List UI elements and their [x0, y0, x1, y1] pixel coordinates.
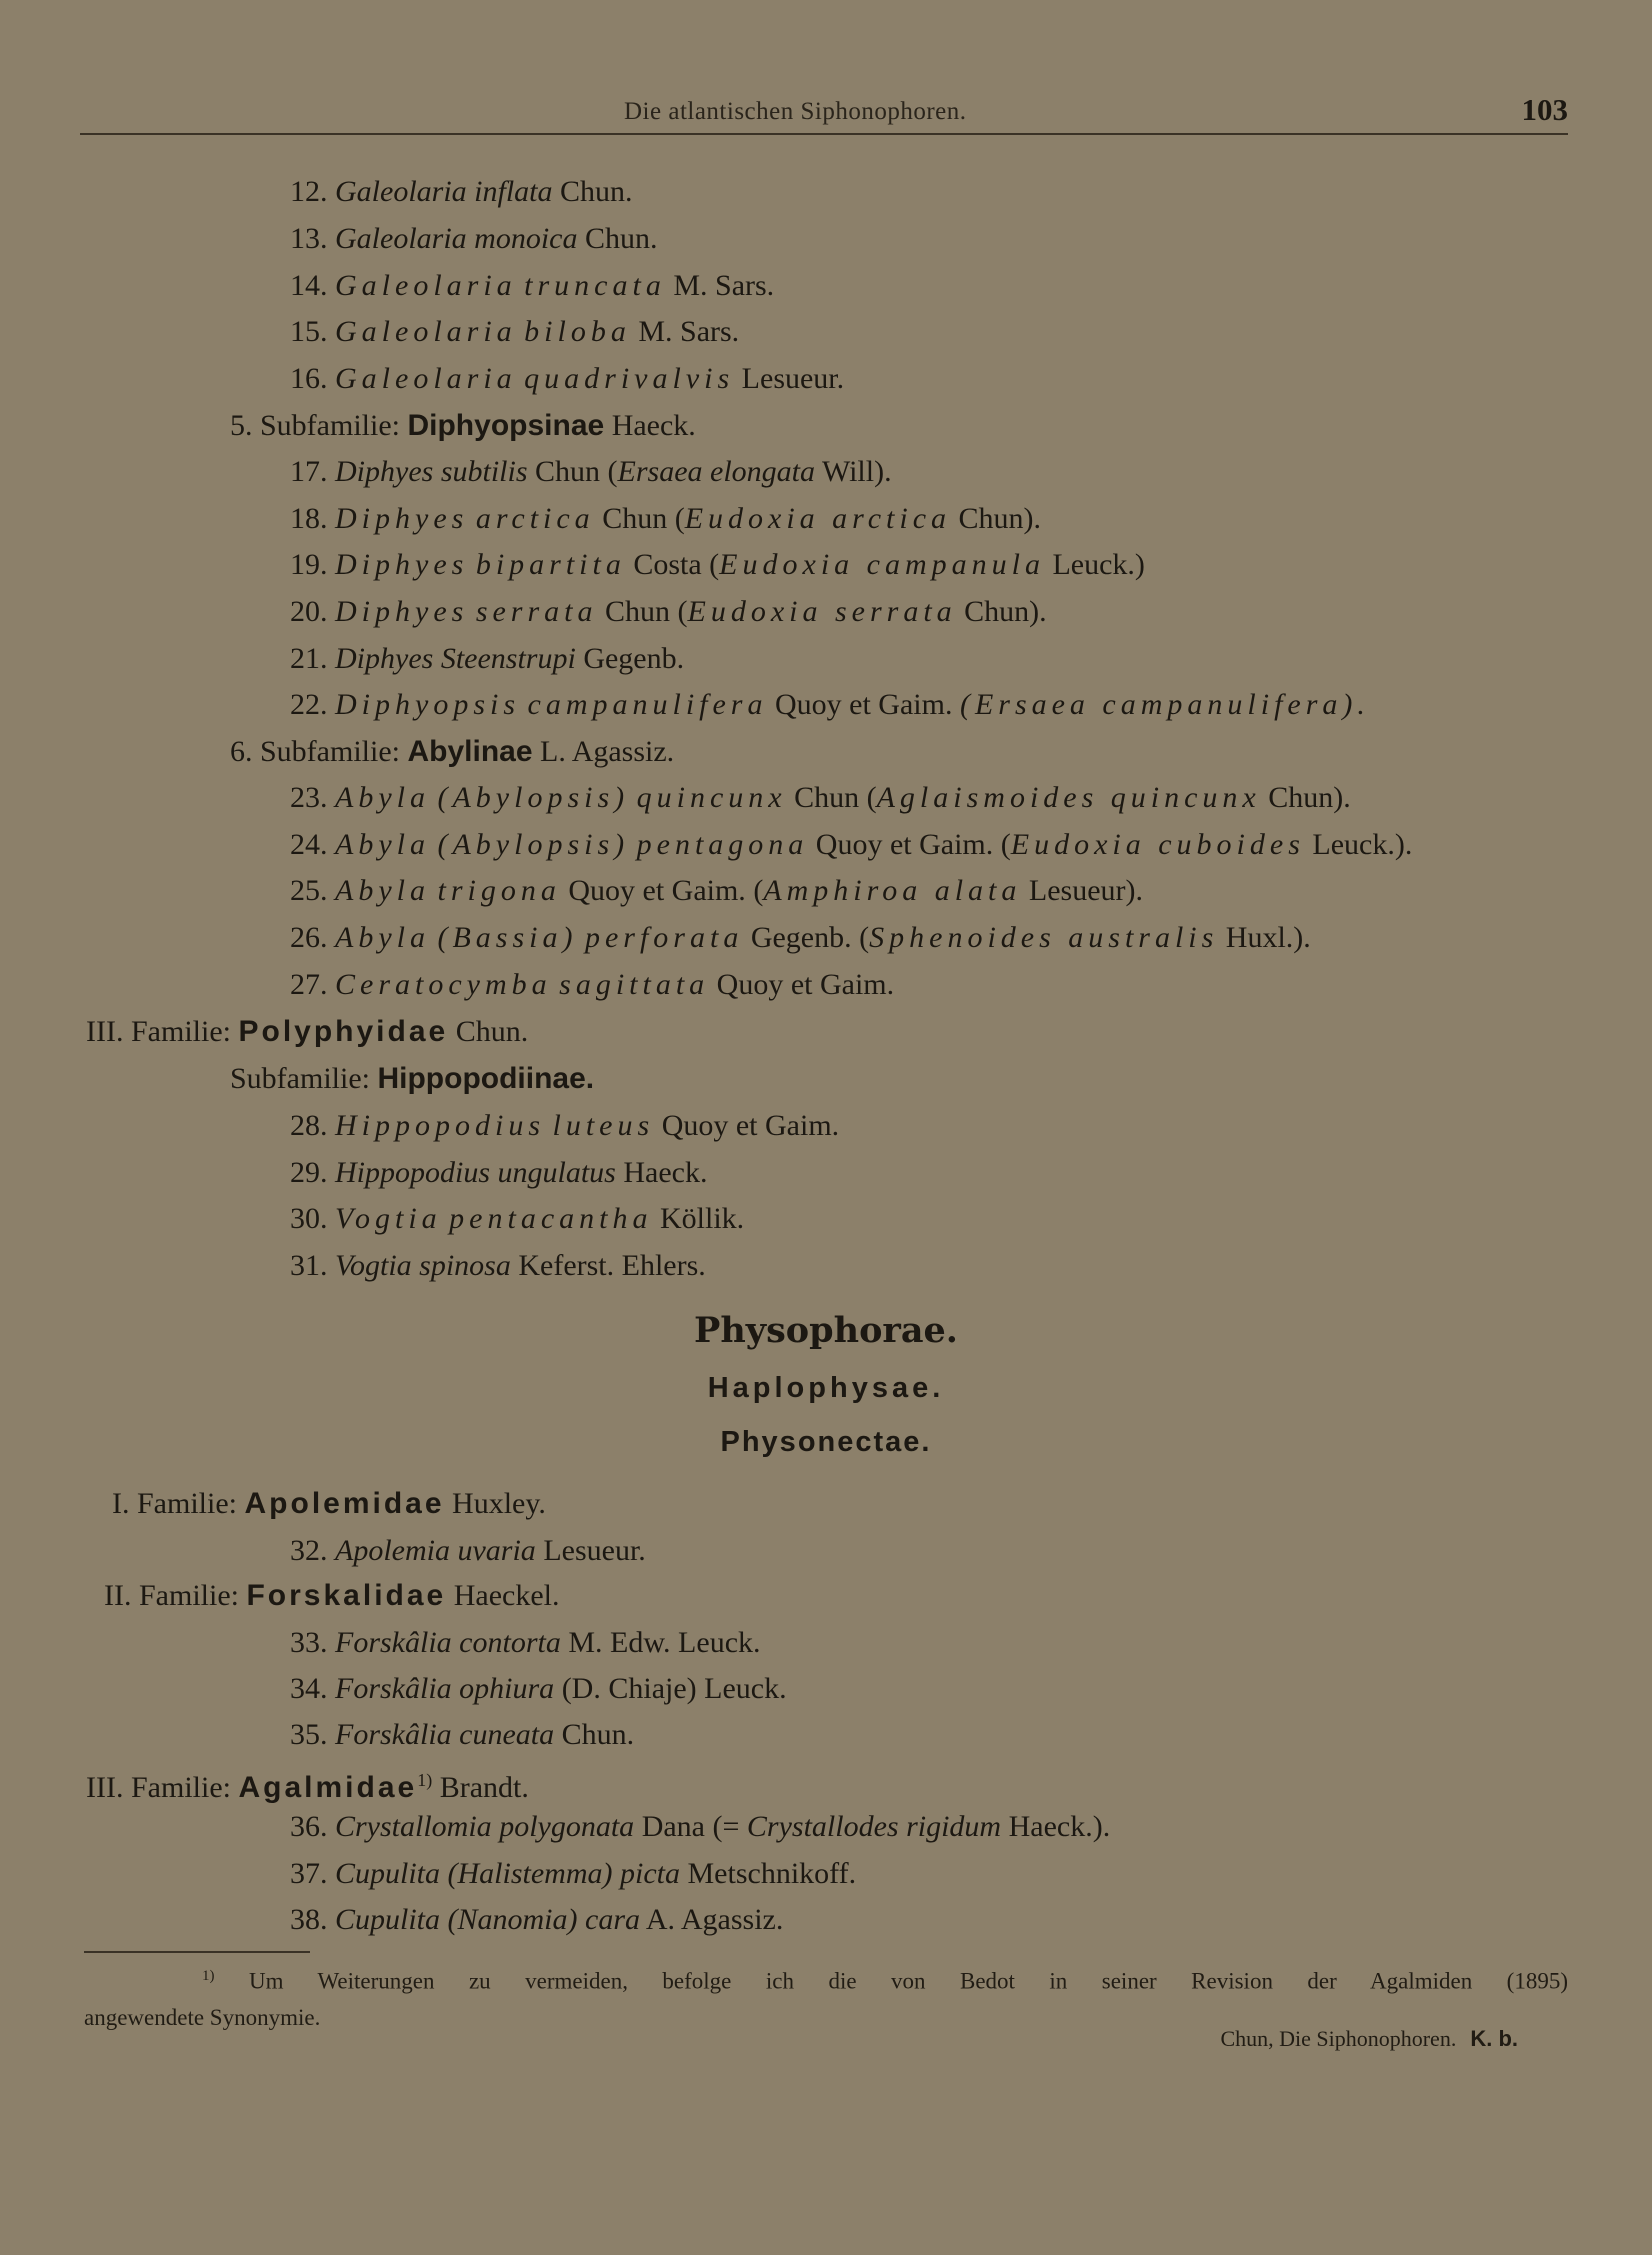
author-name: Quoy et Gaim.	[661, 1109, 840, 1142]
genus-name: Diphyes	[335, 642, 434, 675]
synonym-author: Will).	[821, 455, 892, 488]
synonym-prefix: (=	[712, 1810, 740, 1843]
species-name: uvaria	[457, 1534, 536, 1567]
genus-name: Hippopodius	[335, 1156, 491, 1189]
entry-number: 13.	[290, 222, 328, 255]
sheet-signature	[1220, 2026, 1518, 2052]
subgenus-name: (Abylopsis)	[437, 781, 630, 814]
synonym-author: Leuck.)	[1052, 548, 1145, 581]
group-author: Haeck.	[611, 409, 696, 442]
group-author: Chun.	[455, 1015, 529, 1048]
species-entry	[290, 1155, 708, 1191]
author-name: A. Agassiz.	[645, 1903, 784, 1936]
genus-name: Hippopodius	[335, 1109, 546, 1142]
species-name: contorta	[459, 1626, 561, 1659]
species-entry	[290, 268, 774, 304]
genus-name: Apolemia	[335, 1534, 450, 1567]
group-number: 6.	[230, 735, 253, 768]
species-entry: 18. Diphyes arctica Chun (Eudoxia arctica Chun).	[290, 502, 1042, 535]
species-name: trigona	[437, 874, 561, 907]
synonym: Amphiroa alata	[763, 874, 1022, 907]
footnote-text-continued: angewendete Synonymie.	[84, 2004, 321, 2030]
synonym: Crystallodes rigidum	[746, 1810, 1002, 1843]
synonym: Eudoxia cuboides	[1010, 828, 1305, 861]
author-name: Dana	[641, 1810, 705, 1843]
synonym: Ersaea elongata	[617, 455, 816, 488]
synonym-author: Leuck.).	[1312, 828, 1413, 861]
synonym: Eudoxia campanula	[719, 548, 1045, 581]
running-head-title: Die atlantischen Siphonophoren.	[624, 98, 967, 125]
synonym: Eudoxia arctica	[684, 502, 952, 535]
species-name: cara	[585, 1903, 641, 1936]
genus-name: Diphyes	[335, 595, 469, 628]
group-label: Familie:	[130, 1015, 231, 1048]
species-entry	[290, 641, 684, 677]
subfamily-diphyopsinae	[230, 408, 696, 444]
genus-name: Forskâlia	[335, 1626, 452, 1659]
species-name: Steenstrupi	[440, 642, 576, 675]
species-name: polygonata	[499, 1810, 635, 1843]
genus-name: Abyla	[335, 828, 430, 861]
genus-name: Ceratocymba	[335, 968, 552, 1001]
entry-number: 28.	[290, 1109, 328, 1142]
entry-number: 19.	[290, 548, 328, 581]
subfamily-hippopodiinae	[230, 1061, 594, 1097]
synonym: Eudoxia serrata	[687, 595, 957, 628]
genus-name: Diphyopsis	[335, 688, 520, 721]
species-name: luteus	[552, 1109, 655, 1142]
footnote-rule	[84, 1951, 310, 1953]
author-name: Metschnikoff.	[687, 1857, 857, 1890]
author-name: Quoy et Gaim.	[568, 874, 746, 907]
entry-number: 32.	[290, 1534, 328, 1567]
genus-name: Cupulita	[335, 1857, 441, 1890]
signature-text: Chun, Die Siphonophoren.	[1220, 2026, 1457, 2051]
group-author: L. Agassiz.	[540, 735, 675, 768]
group-name: Polyphyidae	[238, 1015, 449, 1048]
genus-name: Forskâlia	[335, 1672, 452, 1705]
genus-name: Crystallomia	[335, 1810, 492, 1843]
author-name: Quoy et Gaim.	[815, 828, 994, 861]
entry-number: 20.	[290, 595, 328, 628]
group-label: Familie:	[137, 1487, 237, 1520]
group-label: Familie:	[138, 1579, 239, 1612]
synonym-author: Lesueur).	[1028, 874, 1143, 907]
group-label: Subfamilie:	[230, 1062, 370, 1095]
heading-haplophysae: Haplophysae.	[707, 1372, 945, 1404]
species-name: arctica	[475, 502, 595, 535]
genus-name: Vogtia	[335, 1202, 442, 1235]
page-number: 103	[1521, 92, 1568, 127]
species-entry: 25. Abyla trigona Quoy et Gaim. (Amphiroa alata Lesueur).	[290, 874, 1143, 907]
species-entry	[290, 1671, 787, 1707]
author-name: Chun	[535, 455, 601, 488]
species-entry	[290, 1108, 839, 1144]
author-name: Chun.	[560, 175, 633, 208]
species-name: pentagona	[636, 828, 809, 861]
entry-number: 25.	[290, 874, 328, 907]
group-name: Diphyopsinae	[407, 409, 605, 442]
footnote-marker: 1)	[202, 1968, 215, 1984]
species-name: picta	[620, 1857, 680, 1890]
author-name: M. Sars.	[673, 269, 775, 302]
group-label: Subfamilie:	[260, 735, 400, 768]
species-entry	[290, 1201, 744, 1237]
footnote-ref: 1)	[417, 1770, 433, 1790]
family-agalmidae	[86, 1762, 529, 1806]
entry-number: 24.	[290, 828, 328, 861]
author-name: Chun	[605, 595, 671, 628]
species-entry	[290, 314, 739, 350]
synonym: (Ersaea campanulifera).	[959, 688, 1370, 721]
species-name: pentacantha	[449, 1202, 653, 1235]
species-name: serrata	[475, 595, 598, 628]
species-name: subtilis	[440, 455, 528, 488]
species-name: sagittata	[559, 968, 710, 1001]
author-name: M. Edw. Leuck.	[568, 1626, 761, 1659]
genus-name: Cupulita	[335, 1903, 441, 1936]
species-entry	[290, 1902, 783, 1938]
footnote	[84, 1958, 1568, 2036]
genus-name: Diphyes	[335, 455, 434, 488]
entry-number: 21.	[290, 642, 328, 675]
author-name: Lesueur.	[741, 362, 845, 395]
subgenus-name: (Abylopsis)	[437, 828, 630, 861]
species-name: monoica	[474, 222, 578, 255]
species-name: truncata	[524, 269, 666, 302]
author-name: Costa	[633, 548, 702, 581]
entry-number: 15.	[290, 315, 328, 348]
genus-name: Vogtia	[335, 1249, 412, 1282]
entry-number: 31.	[290, 1249, 328, 1282]
entry-number: 27.	[290, 968, 328, 1001]
group-author: Haeckel.	[453, 1579, 560, 1612]
author-name: (D. Chiaje) Leuck.	[561, 1672, 787, 1705]
entry-number: 35.	[290, 1718, 328, 1751]
species-name: bipartita	[475, 548, 626, 581]
entry-number: 17.	[290, 455, 328, 488]
species-entry	[290, 1625, 761, 1661]
group-name: Abylinae	[407, 735, 533, 768]
group-number: III.	[86, 1015, 124, 1048]
entry-number: 34.	[290, 1672, 328, 1705]
genus-name: Galeolaria	[335, 269, 517, 302]
signature-sheet: K. b.	[1470, 2026, 1518, 2051]
species-name: ophiura	[459, 1672, 555, 1705]
genus-name: Galeolaria	[335, 222, 467, 255]
entry-number: 30.	[290, 1202, 328, 1235]
entry-number: 29.	[290, 1156, 328, 1189]
species-entry: 17. Diphyes subtilis Chun (Ersaea elongata Will).	[290, 455, 892, 488]
author-name: Chun.	[585, 222, 658, 255]
species-name: biloba	[524, 315, 631, 348]
subgenus-name: (Nanomia)	[447, 1903, 578, 1936]
species-entry	[290, 1533, 646, 1569]
author-name: Chun	[794, 781, 860, 814]
group-author: Brandt.	[439, 1771, 529, 1804]
author-name: Gegenb.	[750, 921, 852, 954]
species-name: campanulifera	[527, 688, 768, 721]
entry-number: 18.	[290, 502, 328, 535]
author-name: Quoy et Gaim.	[716, 968, 895, 1001]
group-number: III.	[86, 1771, 124, 1804]
species-entry	[290, 687, 1370, 723]
subfamily-abylinae	[230, 734, 674, 770]
synonym-author: Huxl.).	[1225, 921, 1311, 954]
species-name: inflata	[474, 175, 553, 208]
species-entry: 19. Diphyes bipartita Costa (Eudoxia campanula Leuck.)	[290, 548, 1145, 581]
genus-name: Galeolaria	[335, 175, 467, 208]
species-entry	[290, 1809, 1110, 1845]
genus-name: Diphyes	[335, 502, 469, 535]
family-apolemidae	[112, 1486, 546, 1522]
genus-name: Diphyes	[335, 548, 469, 581]
genus-name: Forskâlia	[335, 1718, 452, 1751]
genus-name: Abyla	[335, 781, 430, 814]
entry-number: 33.	[290, 1626, 328, 1659]
author-name: Chun	[602, 502, 668, 535]
synonym-author: Chun).	[964, 595, 1047, 628]
synonym: Aglaismoides quincunx	[876, 781, 1261, 814]
species-entry	[290, 1856, 856, 1892]
genus-name: Galeolaria	[335, 362, 517, 395]
species-entry: 24. Abyla (Abylopsis) pentagona Quoy et Gaim. (Eudoxia cuboides Leuck.).	[290, 828, 1413, 861]
species-entry	[290, 221, 658, 257]
family-polyphyidae	[86, 1014, 528, 1050]
heading-physonectae: Physonectae.	[720, 1426, 932, 1458]
group-name: Apolemidae	[244, 1487, 445, 1520]
author-name: M. Sars.	[638, 315, 740, 348]
synonym-author: Chun).	[958, 502, 1042, 535]
synonym-author: Haeck.).	[1008, 1810, 1111, 1843]
group-number: 5.	[230, 409, 253, 442]
species-name: cuneata	[459, 1718, 555, 1751]
synonym: Sphenoides australis	[869, 921, 1219, 954]
group-label: Subfamilie:	[260, 409, 400, 442]
group-name: Agalmidae	[238, 1771, 418, 1804]
entry-number: 38.	[290, 1903, 328, 1936]
species-entry: 23. Abyla (Abylopsis) quincunx Chun (Aglaismoides quincunx Chun).	[290, 781, 1351, 814]
entry-number: 23.	[290, 781, 328, 814]
subgenus-name: (Halistemma)	[447, 1857, 613, 1890]
species-name: quadrivalvis	[524, 362, 735, 395]
species-name: quincunx	[636, 781, 787, 814]
family-forskalidae	[104, 1578, 560, 1614]
species-entry: 20. Diphyes serrata Chun (Eudoxia serrata Chun).	[290, 595, 1047, 628]
footnote-text: Um Weiterungen zu vermeiden, befolge ich die von Bedot in seiner Revision der Agalmiden (1895)	[248, 1968, 1568, 1994]
species-entry: 26. Abyla (Bassia) perforata Gegenb. (Sphenoides australis Huxl.).	[290, 921, 1311, 954]
entry-number: 36.	[290, 1810, 328, 1843]
species-entry	[290, 1717, 634, 1753]
group-name: Forskalidae	[246, 1579, 447, 1612]
author-name: Gegenb.	[583, 642, 685, 675]
genus-name: Abyla	[335, 874, 430, 907]
author-name: Keferst. Ehlers.	[518, 1249, 706, 1282]
species-name: perforata	[584, 921, 744, 954]
group-author: Huxley.	[452, 1487, 546, 1520]
entry-number: 12.	[290, 175, 328, 208]
header-rule	[80, 133, 1568, 135]
group-number: I.	[112, 1487, 130, 1520]
group-label: Familie:	[130, 1771, 231, 1804]
species-entry	[290, 967, 894, 1003]
entry-number: 14.	[290, 269, 328, 302]
author-name: Chun.	[561, 1718, 635, 1751]
subgenus-name: (Bassia)	[437, 921, 578, 954]
author-name: Köllik.	[659, 1202, 745, 1235]
genus-name: Abyla	[335, 921, 430, 954]
entry-number: 16.	[290, 362, 328, 395]
species-entry	[290, 1248, 706, 1284]
entry-number: 26.	[290, 921, 328, 954]
entry-number: 22.	[290, 688, 328, 721]
group-name: Hippopodiinae.	[377, 1062, 595, 1095]
author-name: Haeck.	[623, 1156, 708, 1189]
author-name: Quoy et Gaim.	[774, 688, 953, 721]
species-name: spinosa	[419, 1249, 511, 1282]
author-name: Lesueur.	[543, 1534, 646, 1567]
species-name: ungulatus	[497, 1156, 616, 1189]
entry-number: 37.	[290, 1857, 328, 1890]
genus-name: Galeolaria	[335, 315, 517, 348]
heading-physophorae: Physophorae.	[694, 1310, 958, 1351]
synonym-author: Chun).	[1268, 781, 1351, 814]
species-entry	[290, 361, 844, 397]
group-number: II.	[104, 1579, 132, 1612]
species-entry	[290, 174, 633, 210]
